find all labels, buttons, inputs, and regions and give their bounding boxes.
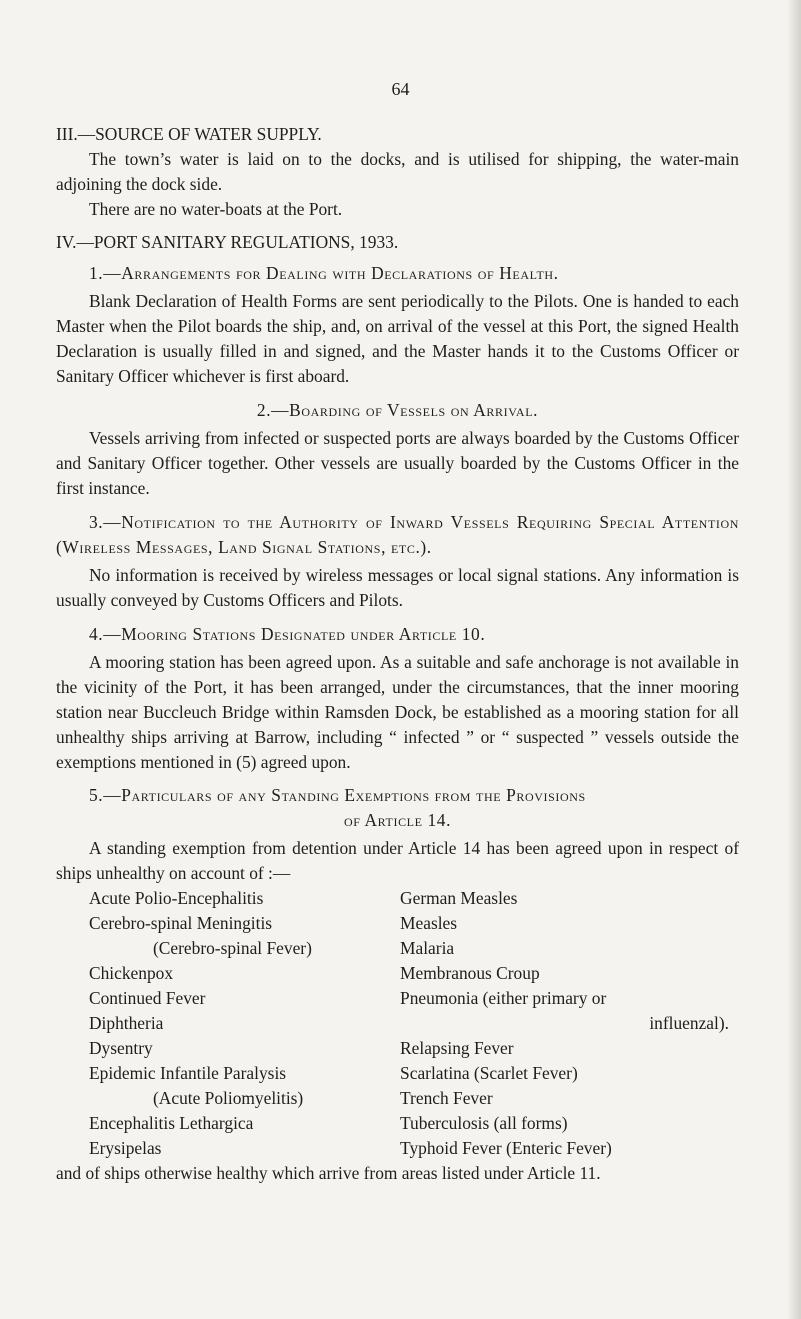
- section-4-heading: IV.—PORT SANITARY REGULATIONS, 1933.: [56, 232, 399, 252]
- disease-item: Typhoid Fever (Enteric Fever): [400, 1138, 612, 1158]
- section-3-heading: III.—SOURCE OF WATER SUPPLY.: [56, 124, 322, 144]
- section-3-paragraph-2: There are no water-boats at the Port.: [89, 199, 343, 219]
- subsection-4-text: A mooring station has been agreed upon. As a suitable and safe anchorage is not available in the vicinity of the Port, it has been arranged, under the circumstances, that the inner mooring station near Buccleuch Bridge within Ramsden Dock, be established as a mooring station for all unhealthy ships arriving at Barrow, including “ infected ” or “ suspected ” vessels outside the exemptions mentioned in (5) agreed upon.: [56, 652, 739, 772]
- subsection-5-heading-line-2: of Article 14.: [343, 810, 452, 830]
- disease-item: Chickenpox: [89, 963, 174, 983]
- disease-item: Relapsing Fever: [400, 1038, 514, 1058]
- subsection-2-heading: 2.—Boarding of Vessels on Arrival.: [256, 400, 539, 420]
- disease-item: Continued Fever: [89, 988, 206, 1008]
- disease-item: Encephalitis Lethargica: [89, 1113, 254, 1133]
- disease-item: Malaria: [400, 938, 455, 958]
- page-edge-shadow: [787, 0, 801, 1319]
- subsection-5-closing: and of ships otherwise healthy which arrive from areas listed under Article 11.: [56, 1163, 601, 1183]
- subsection-1-heading: 1.—Arrangements for Dealing with Declarations of Health.: [89, 263, 559, 283]
- disease-item: Acute Polio-Encephalitis: [89, 888, 264, 908]
- page-content: [56, 122, 739, 1186]
- disease-list: [56, 886, 739, 1161]
- subsection-5-heading-line-1: 5.—Particulars of any Standing Exemptions from the Provisions: [89, 785, 586, 805]
- disease-item: Epidemic Infantile Paralysis: [89, 1063, 287, 1083]
- disease-item: (Acute Poliomyelitis): [153, 1088, 304, 1108]
- disease-item: Dysentry: [89, 1038, 153, 1058]
- subsection-3-heading: 3.—Notification to the Authority of Inward Vessels Requiring Special Attention (Wireless Messages, Land Signal Stations, etc.).: [56, 512, 739, 557]
- disease-item: (Cerebro-spinal Fever): [153, 938, 312, 958]
- disease-item: Pneumonia (either primary or: [400, 988, 607, 1008]
- section-3-paragraph-1: The town’s water is laid on to the docks, and is utilised for shipping, the water-main adjoining the dock side.: [56, 149, 739, 194]
- disease-item: Erysipelas: [89, 1138, 162, 1158]
- disease-list-right: [400, 886, 739, 1161]
- disease-item: Membranous Croup: [400, 963, 540, 983]
- disease-item: Scarlatina (Scarlet Fever): [400, 1063, 578, 1083]
- subsection-1-text: Blank Declaration of Health Forms are sent periodically to the Pilots. One is handed to each Master when the Pilot boards the ship, and, on arrival of the vessel at this Port, the signed Health Declaration is usually filled in and signed, and the Master hands it to the Customs Officer or Sanitary Officer whichever is first aboard.: [56, 291, 739, 386]
- disease-item: Cerebro-spinal Meningitis: [89, 913, 273, 933]
- disease-item: German Measles: [400, 888, 518, 908]
- disease-item: Measles: [400, 913, 458, 933]
- disease-item: Trench Fever: [400, 1088, 493, 1108]
- page-number: 64: [391, 79, 410, 99]
- disease-item: Diphtheria: [89, 1013, 164, 1033]
- subsection-3-text: No information is received by wireless messages or local signal stations. Any information is usually conveyed by Customs Officers and Pilots.: [56, 565, 739, 610]
- disease-list-left: [56, 886, 400, 1161]
- disease-item: influenzal).: [649, 1013, 729, 1033]
- subsection-2-text: Vessels arriving from infected or suspected ports are always boarded by the Customs Officer and Sanitary Officer together. Other vessels are usually boarded by the Customs Officer in the first instance.: [56, 428, 739, 498]
- subsection-5-intro: A standing exemption from detention under Article 14 has been agreed upon in respect of ships unhealthy on account of :—: [56, 838, 739, 883]
- subsection-4-heading: 4.—Mooring Stations Designated under Article 10.: [89, 624, 486, 644]
- disease-item: Tuberculosis (all forms): [400, 1113, 568, 1133]
